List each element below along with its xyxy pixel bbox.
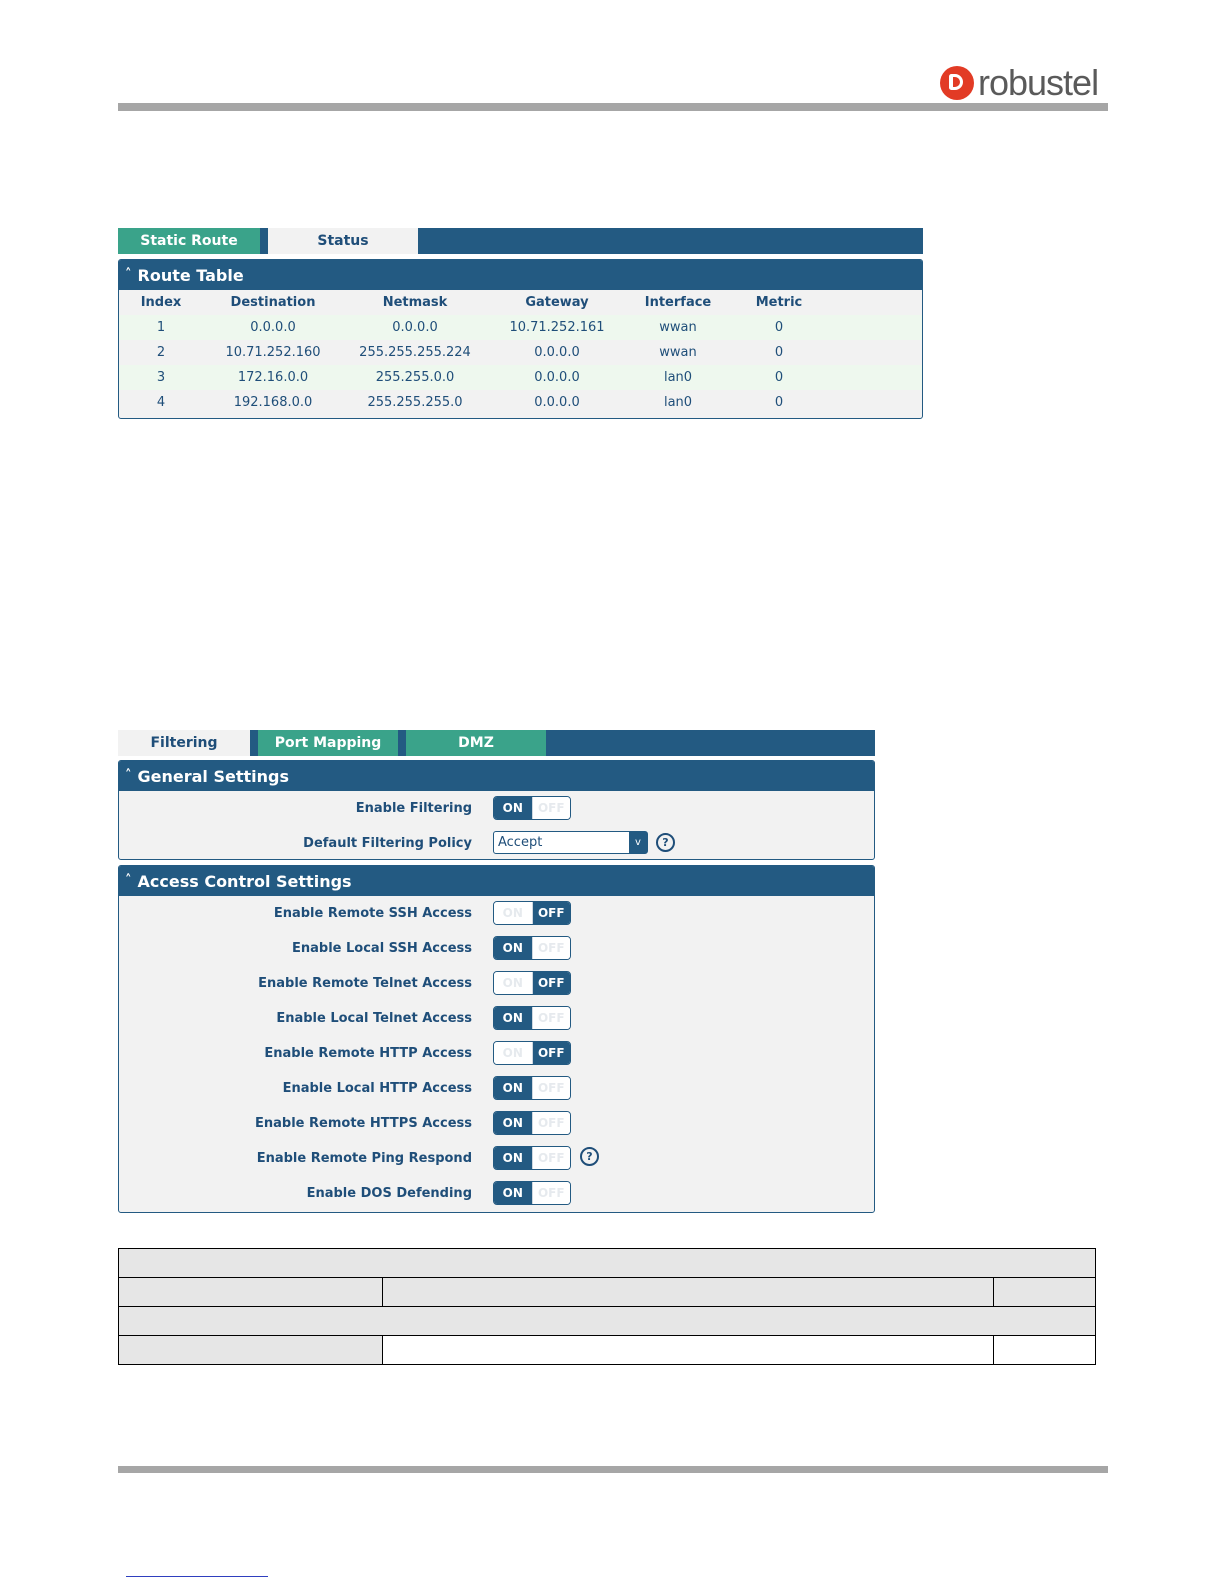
enable-filtering-label: Enable Filtering: [355, 801, 472, 816]
enable-dos-defending-toggle[interactable]: [493, 1181, 571, 1205]
default-policy-row: [119, 826, 874, 860]
table-row: [119, 365, 922, 390]
table-cell: [382, 1336, 993, 1365]
toggle-off: OFF: [533, 1147, 571, 1169]
chevron-up-icon: ˄: [125, 266, 132, 282]
table-cell: lan0: [627, 365, 729, 390]
default-policy-label: Default Filtering Policy: [303, 836, 472, 851]
tab-dmz[interactable]: DMZ: [406, 730, 546, 756]
table-row: [119, 1307, 1096, 1336]
enable-local-telnet-access-toggle[interactable]: [493, 1006, 571, 1030]
table-cell: lan0: [627, 390, 729, 415]
table-cell: 0: [729, 315, 829, 340]
enable-remote-http-access-row: [119, 1036, 874, 1071]
table-cell: 0: [729, 340, 829, 365]
route-table-panel: [118, 259, 923, 419]
footer-rule: [118, 1466, 1108, 1473]
table-cell: 172.16.0.0: [203, 365, 343, 390]
toggle-on: ON: [494, 1182, 533, 1204]
route-tabbar: [118, 228, 923, 254]
table-cell: wwan: [627, 340, 729, 365]
table-cell: 255.255.0.0: [343, 365, 487, 390]
tab-status[interactable]: Status: [268, 228, 418, 254]
column-header: Index: [140, 295, 182, 310]
question-circle-icon[interactable]: ?: [656, 833, 675, 852]
toggle-off: OFF: [533, 902, 571, 924]
table-cell: 2: [119, 340, 203, 365]
table-row: [119, 1249, 1096, 1278]
enable-local-http-access-row: [119, 1071, 874, 1106]
access-control-title: Access Control Settings: [137, 871, 352, 891]
column-header: Interface: [644, 295, 712, 310]
toggle-off: OFF: [533, 937, 571, 959]
access-control-list: [119, 896, 874, 1211]
access-control-header[interactable]: [119, 866, 874, 896]
toggle-on: ON: [494, 1077, 533, 1099]
tab-static-route[interactable]: Static Route: [118, 228, 260, 254]
table-cell: 0.0.0.0: [487, 365, 627, 390]
column-header: Metric: [755, 295, 803, 310]
chevron-up-icon: ˄: [125, 872, 132, 888]
question-circle-icon[interactable]: ?: [580, 1147, 599, 1166]
table-row: [119, 315, 922, 340]
enable-remote-http-access-label: Enable Remote HTTP Access: [264, 1046, 472, 1061]
enable-remote-telnet-access-toggle[interactable]: [493, 971, 571, 995]
route-table-title: Route Table: [137, 265, 244, 285]
table-cell: wwan: [627, 315, 729, 340]
toggle-on: ON: [494, 902, 533, 924]
enable-remote-https-access-toggle[interactable]: [493, 1111, 571, 1135]
table-cell: 10.71.252.161: [487, 315, 627, 340]
column-header: Destination: [230, 295, 316, 310]
enable-local-ssh-access-label: Enable Local SSH Access: [291, 941, 472, 956]
enable-local-telnet-access-label: Enable Local Telnet Access: [276, 1011, 472, 1026]
toggle-on: ON: [494, 1112, 533, 1134]
enable-remote-ping-respond-toggle[interactable]: [493, 1146, 571, 1170]
toggle-on: ON: [494, 1042, 533, 1064]
footer-link-underline: [126, 1576, 268, 1577]
toggle-on: ON: [494, 1007, 533, 1029]
enable-remote-https-access-row: [119, 1106, 874, 1141]
table-cell: 0: [729, 365, 829, 390]
column-header: Netmask: [382, 295, 448, 310]
toggle-on: ON: [494, 972, 533, 994]
enable-filtering-toggle[interactable]: [493, 796, 571, 820]
table-cell: [119, 1336, 383, 1365]
toggle-on: ON: [494, 797, 533, 819]
table-cell: [994, 1336, 1096, 1365]
tab-port-mapping[interactable]: Port Mapping: [258, 730, 398, 756]
chevron-down-icon: v: [629, 832, 647, 853]
table-cell: [994, 1278, 1096, 1307]
table-cell: 10.71.252.160: [203, 340, 343, 365]
table-cell: 4: [119, 390, 203, 415]
firewall-tabbar: [118, 730, 875, 756]
enable-local-ssh-access-toggle[interactable]: [493, 936, 571, 960]
enable-remote-telnet-access-label: Enable Remote Telnet Access: [258, 976, 472, 991]
enable-remote-telnet-access-row: [119, 966, 874, 1001]
toggle-off: OFF: [533, 1077, 571, 1099]
default-policy-value: Accept: [498, 835, 543, 850]
table-row: [119, 390, 922, 415]
enable-remote-ssh-access-row: [119, 896, 874, 931]
table-cell: 0.0.0.0: [343, 315, 487, 340]
toggle-off: OFF: [533, 1007, 571, 1029]
chevron-up-icon: ˄: [125, 767, 132, 783]
enable-remote-ssh-access-toggle[interactable]: [493, 901, 571, 925]
enable-local-ssh-access-row: [119, 931, 874, 966]
general-settings-panel: [118, 760, 875, 860]
brand-name: robustel: [978, 62, 1099, 103]
table-cell: [119, 1249, 1096, 1278]
general-settings-title: General Settings: [137, 766, 289, 786]
enable-remote-https-access-label: Enable Remote HTTPS Access: [255, 1116, 472, 1131]
table-row: [119, 1336, 1096, 1365]
enable-remote-http-access-toggle[interactable]: [493, 1041, 571, 1065]
access-control-panel: [118, 865, 875, 1213]
enable-local-http-access-label: Enable Local HTTP Access: [282, 1081, 472, 1096]
enable-remote-ping-respond-label: Enable Remote Ping Respond: [256, 1151, 472, 1166]
toggle-off: OFF: [533, 972, 571, 994]
table-cell: 255.255.255.224: [343, 340, 487, 365]
enable-remote-ping-respond-row: [119, 1141, 874, 1176]
table-cell: 0.0.0.0: [487, 390, 627, 415]
document-table: [118, 1248, 1096, 1365]
table-cell: 255.255.255.0: [343, 390, 487, 415]
tab-filtering[interactable]: Filtering: [118, 730, 250, 756]
enable-dos-defending-label: Enable DOS Defending: [306, 1186, 472, 1201]
table-cell: [119, 1307, 1096, 1336]
table-cell: 0.0.0.0: [487, 340, 627, 365]
enable-filtering-row: [119, 791, 874, 826]
table-cell: [119, 1278, 383, 1307]
toggle-on: ON: [494, 937, 533, 959]
table-cell: 0.0.0.0: [203, 315, 343, 340]
route-table-header[interactable]: [119, 260, 922, 290]
general-settings-header[interactable]: [119, 761, 874, 791]
table-cell: 1: [119, 315, 203, 340]
toggle-off: OFF: [533, 1042, 571, 1064]
robustel-logo: [940, 62, 1098, 104]
table-cell: [382, 1278, 993, 1307]
table-cell: 0: [729, 390, 829, 415]
enable-local-http-access-toggle[interactable]: [493, 1076, 571, 1100]
column-header: Gateway: [525, 295, 589, 310]
enable-remote-ssh-access-label: Enable Remote SSH Access: [273, 906, 472, 921]
enable-dos-defending-row: [119, 1176, 874, 1211]
route-table: [119, 290, 922, 415]
toggle-off: OFF: [533, 1112, 571, 1134]
route-table-header-row: [119, 290, 922, 315]
table-cell: 192.168.0.0: [203, 390, 343, 415]
toggle-on: ON: [494, 1147, 533, 1169]
table-row: [119, 340, 922, 365]
default-policy-select[interactable]: [493, 831, 648, 854]
enable-local-telnet-access-row: [119, 1001, 874, 1036]
toggle-off: OFF: [533, 797, 571, 819]
toggle-off: OFF: [533, 1182, 571, 1204]
table-cell: 3: [119, 365, 203, 390]
robustel-logo-icon: [940, 66, 974, 100]
table-row: [119, 1278, 1096, 1307]
header-rule: [118, 103, 1108, 111]
